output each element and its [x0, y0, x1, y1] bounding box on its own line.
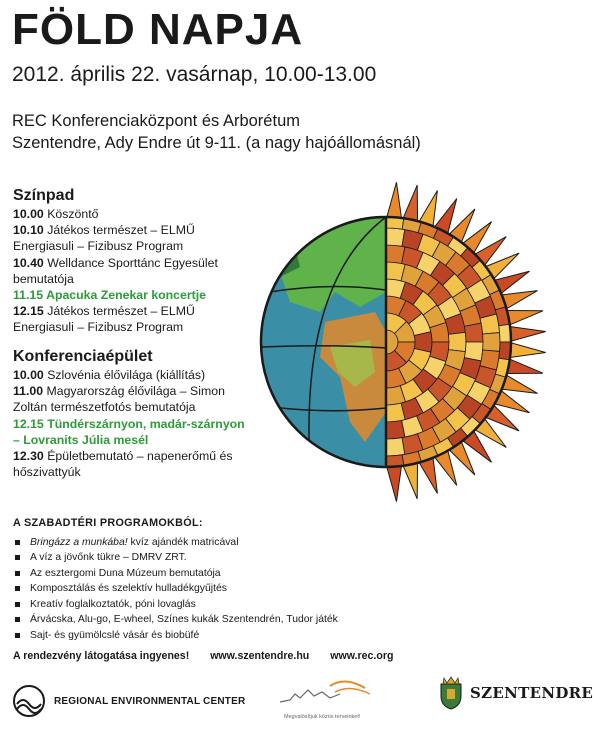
stage-item — [13, 287, 248, 303]
stage-items — [13, 206, 248, 336]
event-venue — [12, 110, 421, 154]
bullet-icon — [15, 540, 20, 545]
outdoor-item: Sajt- és gyümölcslé vásár és biobüfé — [30, 629, 200, 641]
mosaic-tile — [464, 323, 483, 342]
stage-item — [13, 303, 248, 335]
conference-item-time: 11.00 — [13, 384, 44, 399]
list-item — [13, 535, 338, 551]
outdoor-item-rest: kvíz ajándék matricával — [127, 536, 239, 548]
city-skyline-icon — [270, 672, 390, 714]
bullet-icon — [15, 555, 20, 560]
mosaic-tile — [386, 438, 405, 456]
bullet-icon — [15, 602, 20, 607]
conference-item-text: Tündérszárnyon, madár-szárnyon – Lovranits Júlia mesél — [13, 416, 245, 447]
conference-item-text: Épületbemutató – napenerőmű és hőszivattyúk — [13, 449, 233, 480]
rec-url-link[interactable]: www.rec.org — [330, 650, 394, 662]
sun-ray — [386, 463, 402, 502]
stage-item-time: 11.15 — [13, 288, 44, 303]
conference-item — [13, 383, 248, 415]
venue-address: Szentendre, Ady Endre út 9-11. (a nagy hajóállomásnál) — [12, 134, 421, 152]
stage-item-text: Köszöntő — [47, 207, 99, 221]
stage-item-time: 12.15 — [13, 304, 44, 319]
conference-item — [13, 448, 248, 480]
mosaic-tile — [449, 332, 466, 351]
stage-item-time: 10.40 — [13, 255, 44, 270]
list-item — [13, 628, 338, 644]
stage-item-text: Játékos természet – ELMŰ Energiasuli – Fizibusz Program — [13, 223, 195, 254]
bullet-icon — [15, 617, 20, 622]
footer-line — [13, 650, 411, 662]
partner-slogan: Megvalósítjuk közös terveinket! — [284, 714, 361, 720]
conference-item-time: 12.30 — [13, 449, 44, 464]
mosaic-tile — [386, 228, 405, 246]
stage-item-text: Welldance Sporttánc Egyesület bemutatója — [13, 255, 218, 286]
szentendre-url-link[interactable]: www.szentendre.hu — [210, 650, 310, 662]
bullet-icon — [15, 586, 20, 591]
stage-item-text: Apacuka Zenekar koncertje — [46, 288, 206, 303]
bullet-icon — [15, 633, 20, 638]
stage-item — [13, 206, 248, 222]
stage-schedule — [13, 186, 248, 336]
bullet-icon — [15, 571, 20, 576]
outdoor-item: Komposztálás és szelektív hulladékgyűjtés — [30, 583, 227, 594]
rec-emblem-icon — [12, 684, 46, 718]
earth-half — [250, 172, 390, 502]
earth-sun-illustration — [250, 172, 550, 502]
stage-heading: Színpad — [13, 187, 75, 204]
stage-item-time: 10.00 — [13, 207, 44, 221]
list-item — [13, 566, 338, 582]
mosaic-tile — [386, 420, 405, 439]
outdoor-item: Kreatív foglalkoztatók, póni lovaglás — [30, 598, 196, 610]
rec-logo-text: REGIONAL ENVIRONMENTAL CENTER — [54, 695, 246, 707]
outdoor-item: Árvácska, Alu-go, E-wheel, Színes kukák Szentendrén, Tudor játék — [30, 614, 338, 625]
outdoor-list — [13, 535, 338, 644]
conference-item-text: Magyarország élővilága – Simon Zoltán természetfotós bemutatója — [13, 384, 225, 415]
outdoor-programs — [13, 516, 338, 643]
mosaic-tile — [483, 333, 500, 352]
partner-logo — [270, 672, 390, 732]
stage-item-time: 10.10 — [13, 223, 44, 238]
list-item — [13, 550, 338, 566]
rec-logo — [12, 684, 245, 718]
szentendre-logo — [438, 676, 593, 710]
outdoor-item-italic: Bringázz a munkába! — [30, 536, 128, 548]
event-title: FÖLD NAPJA — [12, 5, 304, 54]
outdoor-item: A víz a jövőnk tükre – DMRV ZRT. — [30, 552, 187, 563]
conference-item-time: 10.00 — [13, 368, 44, 382]
szentendre-logo-text: SZENTENDRE — [470, 684, 593, 702]
venue-name: REC Konferenciaközpont és Arborétum — [12, 112, 300, 130]
stage-item-text: Játékos természet – ELMŰ Energiasuli – Fizibusz Program — [13, 304, 195, 335]
stage-item — [13, 255, 248, 287]
free-entry-note: A rendezvény látogatása ingyenes! — [13, 650, 190, 662]
conference-schedule — [13, 347, 248, 480]
conference-item — [13, 416, 248, 448]
conference-item-text: Szlovénia élővilága (kiállítás) — [47, 368, 206, 382]
coat-of-arms-icon — [438, 676, 464, 710]
list-item — [13, 597, 338, 613]
conference-heading: Konferenciaépület — [13, 348, 153, 365]
list-item — [13, 612, 338, 628]
outdoor-heading: A SZABADTÉRI PROGRAMOKBÓL: — [13, 517, 203, 529]
sun-ray — [507, 326, 546, 342]
sun-ray — [386, 182, 402, 221]
conference-item — [13, 367, 248, 383]
sun-ray — [507, 342, 546, 358]
stage-item — [13, 222, 248, 254]
conference-item-time: 12.15 — [13, 416, 44, 431]
mosaic-half — [386, 211, 517, 473]
outdoor-item: Az esztergomi Duna Múzeum bemutatója — [30, 567, 221, 579]
conference-items — [13, 367, 248, 480]
event-date: 2012. április 22. vasárnap, 10.00-13.00 — [12, 63, 377, 86]
list-item — [13, 581, 338, 597]
